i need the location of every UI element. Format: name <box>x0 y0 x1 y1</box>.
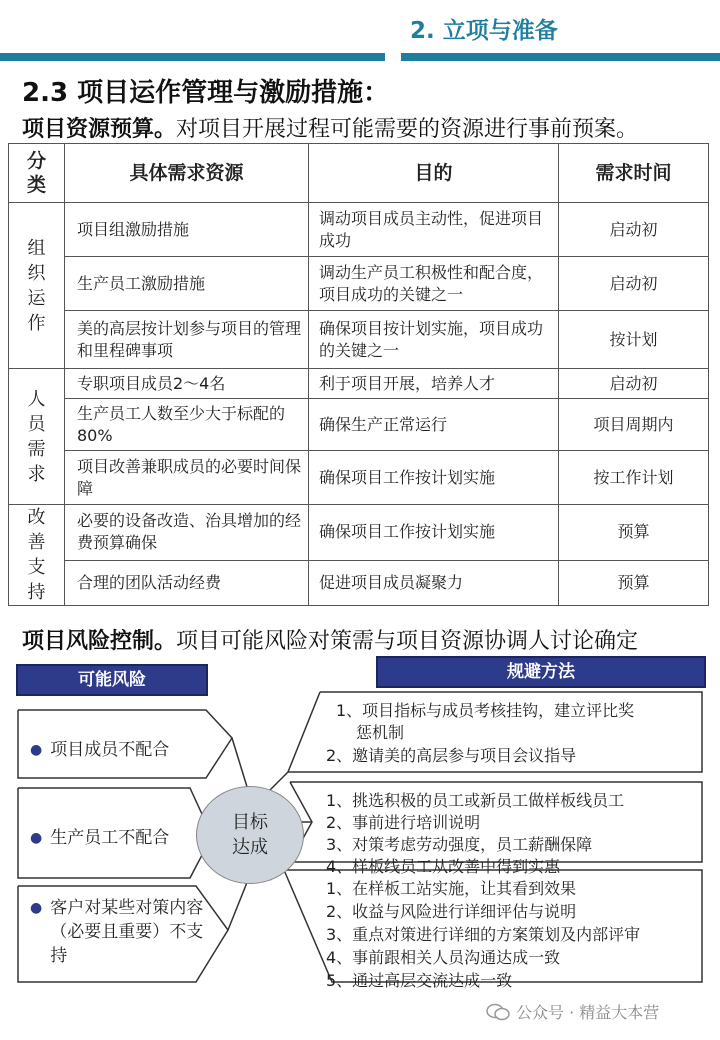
category-char: 运 <box>27 287 46 309</box>
mitigation-line: 1、挑选积极的员工或新员工做样板线员工 <box>326 791 625 810</box>
category-char: 支 <box>27 557 46 578</box>
risk-text <box>50 896 203 968</box>
category-cell <box>9 505 65 606</box>
purpose-cell: 促进项目成员凝聚力 <box>309 560 559 605</box>
resource-cell: 合理的团队活动经费 <box>65 560 309 605</box>
category-char: 需 <box>27 438 46 460</box>
resource-cell: 项目改善兼职成员的必要时间保障 <box>65 451 309 505</box>
time-cell: 启动初 <box>559 257 709 311</box>
goal-ellipse <box>196 786 304 884</box>
header-cat-line: 类 <box>26 174 46 196</box>
table-row <box>9 399 709 451</box>
table-row <box>9 560 709 605</box>
intro-bold: 项目资源预算。 <box>22 117 177 142</box>
category-cell <box>9 369 65 505</box>
header-divider <box>0 53 720 61</box>
mitigation-line: 2、收益与风险进行详细评估与说明 <box>326 902 577 921</box>
goal-text-line: 达成 <box>232 837 268 858</box>
purpose-cell: 调动生产员工积极性和配合度，项目成功的关键之一 <box>309 257 559 311</box>
mitigation-line: 4、事前跟相关人员沟通达成一致 <box>326 948 561 967</box>
risk-title <box>22 624 638 655</box>
section-title: 2.3 项目运作管理与激励措施： <box>22 78 390 108</box>
category-char: 组 <box>27 237 46 259</box>
mitigation-header: 规避方法 <box>376 656 706 688</box>
header-cat-line: 分 <box>26 150 46 172</box>
risk-text-line: （必要且重要）不支 <box>50 922 204 942</box>
category-char: 织 <box>27 262 46 284</box>
risk-text: 生产员工不配合 <box>50 828 170 848</box>
resource-cell: 专职项目成员2～4名 <box>65 369 309 399</box>
header-resource: 具体需求资源 <box>65 144 309 203</box>
resource-cell: 生产员工激励措施 <box>65 257 309 311</box>
risk-header: 可能风险 <box>16 664 208 696</box>
connector-line <box>228 880 248 930</box>
time-cell: 项目周期内 <box>559 399 709 451</box>
time-cell: 预算 <box>559 505 709 561</box>
header-category <box>9 144 65 203</box>
time-cell: 预算 <box>559 560 709 605</box>
resource-table <box>8 143 709 606</box>
mitigation-line: 1、在样板工站实施，让其看到效果 <box>326 879 577 898</box>
header-time: 需求时间 <box>559 144 709 203</box>
connector-line <box>232 738 248 790</box>
mitigation-line: 3、对策考虑劳动强度，员工薪酬保障 <box>326 835 593 854</box>
purpose-cell: 调动项目成员主动性，促进项目成功 <box>309 203 559 257</box>
purpose-cell: 确保项目按计划实施，项目成功的关键之一 <box>309 311 559 369</box>
mitigation-line: 3、重点对策进行详细的方案策划及内部评审 <box>326 925 641 944</box>
purpose-cell: 利于项目开展，培养人才 <box>309 369 559 399</box>
mitigation-line: 4、样板线员工从改善中得到实惠 <box>326 857 561 876</box>
risk-text: 项目成员不配合 <box>50 740 170 760</box>
resource-cell: 美的高层按计划参与项目的管理和里程碑事项 <box>65 311 309 369</box>
header-purpose: 目的 <box>309 144 559 203</box>
bullet-icon: ● <box>30 742 43 758</box>
risk-text-line: 客户对某些对策内容 <box>50 898 204 918</box>
table-header-row <box>9 144 709 203</box>
mitigation-line: 惩机制 <box>356 723 405 742</box>
time-cell: 按计划 <box>559 311 709 369</box>
table-row <box>9 257 709 311</box>
mitigation-line: 1、项目指标与成员考核挂钩，建立评比奖 <box>336 701 635 720</box>
risk-title-text: 项目可能风险对策需与项目资源协调人讨论确定 <box>176 629 639 654</box>
connector-line <box>270 772 288 790</box>
category-char: 改 <box>27 507 46 528</box>
bullet-icon: ● <box>30 830 43 846</box>
time-cell: 启动初 <box>559 369 709 399</box>
risk-text-line: 持 <box>50 946 68 966</box>
risk-title-bold: 项目风险控制。 <box>22 629 177 654</box>
purpose-cell: 确保生产正常运行 <box>309 399 559 451</box>
category-cell <box>9 203 65 369</box>
header-divider-gap <box>385 53 401 61</box>
category-char: 人 <box>27 388 46 410</box>
mitigation-line: 2、事前进行培训说明 <box>326 813 481 832</box>
table-row <box>9 203 709 257</box>
section-intro <box>22 112 638 143</box>
category-char: 持 <box>27 582 46 603</box>
resource-cell: 项目组激励措施 <box>65 203 309 257</box>
resource-cell: 必要的设备改造、治具增加的经费预算确保 <box>65 505 309 561</box>
mitigation-line: 2、邀请美的高层参与项目会议指导 <box>326 746 577 765</box>
category-char: 善 <box>27 532 46 553</box>
purpose-cell: 确保项目工作按计划实施 <box>309 451 559 505</box>
header-title: 2. 立项与准备 <box>410 18 558 44</box>
table-row <box>9 311 709 369</box>
goal-text-line: 目标 <box>232 812 268 833</box>
category-char: 员 <box>27 413 46 435</box>
table-row <box>9 451 709 505</box>
intro-text: 对项目开展过程可能需要的资源进行事前预案。 <box>176 117 639 142</box>
purpose-cell: 确保项目工作按计划实施 <box>309 505 559 561</box>
time-cell: 按工作计划 <box>559 451 709 505</box>
table-row <box>9 369 709 399</box>
watermark-text: 公众号 · 精益大本营 <box>516 1003 660 1022</box>
table-row <box>9 505 709 561</box>
time-cell: 启动初 <box>559 203 709 257</box>
risk-item <box>30 826 169 850</box>
category-char: 求 <box>27 463 46 485</box>
bullet-icon: ● <box>30 900 43 916</box>
risk-item <box>30 738 169 762</box>
watermark <box>486 1000 659 1023</box>
risk-item <box>30 896 203 968</box>
resource-cell: 生产员工人数至少大于标配的80% <box>65 399 309 451</box>
wechat-icon <box>486 1003 510 1021</box>
category-char: 作 <box>27 312 46 334</box>
mitigation-line: 5、通过高层交流达成一致 <box>326 971 513 990</box>
